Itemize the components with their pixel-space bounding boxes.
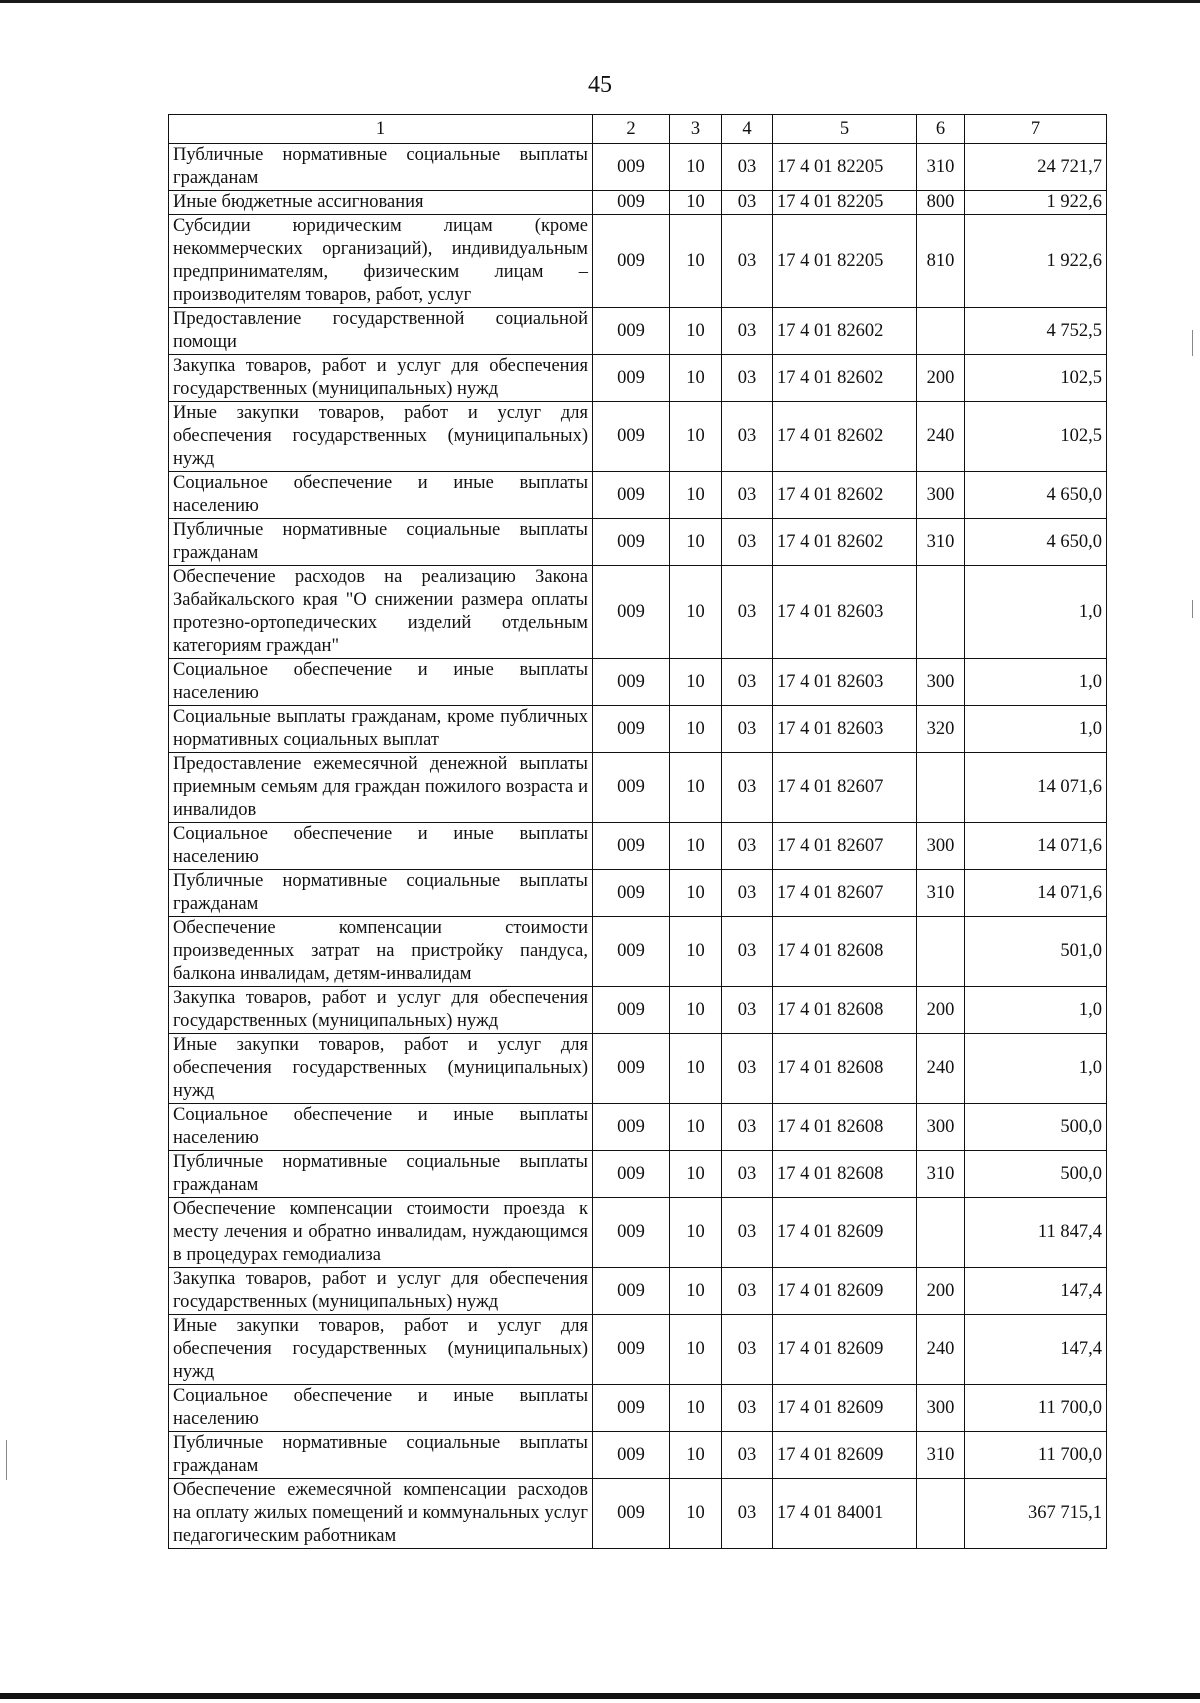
expense-name: Иные бюджетные ассигнования	[169, 191, 593, 215]
target-article-code: 17 4 01 82602	[773, 355, 917, 402]
admin-code: 009	[593, 870, 670, 917]
table-row	[169, 1315, 1107, 1385]
expense-type-code: 300	[917, 823, 965, 870]
expense-name: Публичные нормативные социальные выплаты гражданам	[169, 1432, 593, 1479]
page-number: 45	[588, 72, 612, 98]
target-article-code: 17 4 01 82603	[773, 566, 917, 659]
amount: 102,5	[965, 402, 1107, 472]
expense-name: Субсидии юридическим лицам (кроме некоммерческих организаций), индивидуальным предпринимателям, физическим лицам – производителям товаров, работ, услуг	[169, 215, 593, 308]
amount: 4 650,0	[965, 472, 1107, 519]
table-row	[169, 1104, 1107, 1151]
subsection-code: 03	[722, 1385, 773, 1432]
expense-name: Иные закупки товаров, работ и услуг для обеспечения государственных (муниципальных) нужд	[169, 1315, 593, 1385]
admin-code: 009	[593, 308, 670, 355]
expense-type-code	[917, 917, 965, 987]
expense-name: Социальное обеспечение и иные выплаты населению	[169, 1104, 593, 1151]
table-row	[169, 870, 1107, 917]
admin-code: 009	[593, 215, 670, 308]
expense-name: Публичные нормативные социальные выплаты гражданам	[169, 519, 593, 566]
expense-name: Предоставление ежемесячной денежной выплаты приемным семьям для граждан пожилого возраста и инвалидов	[169, 753, 593, 823]
expense-type-code: 240	[917, 1315, 965, 1385]
target-article-code: 17 4 01 82609	[773, 1268, 917, 1315]
table-row	[169, 1432, 1107, 1479]
admin-code: 009	[593, 1198, 670, 1268]
expense-type-code: 200	[917, 355, 965, 402]
expense-type-code: 240	[917, 402, 965, 472]
admin-code: 009	[593, 472, 670, 519]
admin-code: 009	[593, 1034, 670, 1104]
section-code: 10	[670, 1104, 722, 1151]
expense-type-code: 310	[917, 144, 965, 191]
admin-code: 009	[593, 1315, 670, 1385]
section-code: 10	[670, 1315, 722, 1385]
table-row	[169, 1385, 1107, 1432]
expense-type-code: 320	[917, 706, 965, 753]
expense-type-code: 310	[917, 1432, 965, 1479]
expense-name: Социальные выплаты гражданам, кроме публичных нормативных социальных выплат	[169, 706, 593, 753]
expense-type-code: 240	[917, 1034, 965, 1104]
section-code: 10	[670, 706, 722, 753]
amount: 501,0	[965, 917, 1107, 987]
section-code: 10	[670, 144, 722, 191]
table-body	[169, 144, 1107, 1549]
subsection-code: 03	[722, 1104, 773, 1151]
section-code: 10	[670, 753, 722, 823]
table-row	[169, 823, 1107, 870]
target-article-code: 17 4 01 84001	[773, 1479, 917, 1549]
expense-type-code: 300	[917, 472, 965, 519]
table-row	[169, 1151, 1107, 1198]
target-article-code: 17 4 01 82607	[773, 823, 917, 870]
column-header: 3	[670, 115, 722, 144]
table-row	[169, 355, 1107, 402]
admin-code: 009	[593, 1385, 670, 1432]
subsection-code: 03	[722, 1198, 773, 1268]
expense-type-code	[917, 753, 965, 823]
amount: 1,0	[965, 706, 1107, 753]
target-article-code: 17 4 01 82205	[773, 191, 917, 215]
scan-bottom-edge	[0, 1693, 1200, 1699]
admin-code: 009	[593, 1104, 670, 1151]
amount: 1 922,6	[965, 191, 1107, 215]
admin-code: 009	[593, 706, 670, 753]
column-header: 1	[169, 115, 593, 144]
section-code: 10	[670, 1034, 722, 1104]
admin-code: 009	[593, 917, 670, 987]
expense-type-code	[917, 566, 965, 659]
subsection-code: 03	[722, 402, 773, 472]
target-article-code: 17 4 01 82609	[773, 1432, 917, 1479]
subsection-code: 03	[722, 308, 773, 355]
amount: 367 715,1	[965, 1479, 1107, 1549]
admin-code: 009	[593, 402, 670, 472]
section-code: 10	[670, 987, 722, 1034]
expense-name: Иные закупки товаров, работ и услуг для обеспечения государственных (муниципальных) нужд	[169, 1034, 593, 1104]
section-code: 10	[670, 472, 722, 519]
amount: 1,0	[965, 1034, 1107, 1104]
subsection-code: 03	[722, 1315, 773, 1385]
table-row	[169, 308, 1107, 355]
admin-code: 009	[593, 823, 670, 870]
budget-table	[168, 114, 1107, 1549]
expense-name: Иные закупки товаров, работ и услуг для обеспечения государственных (муниципальных) нужд	[169, 402, 593, 472]
subsection-code: 03	[722, 1034, 773, 1104]
subsection-code: 03	[722, 659, 773, 706]
expense-type-code: 300	[917, 1385, 965, 1432]
admin-code: 009	[593, 566, 670, 659]
table-row	[169, 402, 1107, 472]
expense-type-code: 310	[917, 1151, 965, 1198]
section-code: 10	[670, 870, 722, 917]
amount: 24 721,7	[965, 144, 1107, 191]
target-article-code: 17 4 01 82608	[773, 917, 917, 987]
expense-type-code: 800	[917, 191, 965, 215]
expense-name: Публичные нормативные социальные выплаты гражданам	[169, 870, 593, 917]
table-row	[169, 1268, 1107, 1315]
amount: 4 650,0	[965, 519, 1107, 566]
target-article-code: 17 4 01 82609	[773, 1198, 917, 1268]
target-article-code: 17 4 01 82608	[773, 987, 917, 1034]
amount: 14 071,6	[965, 823, 1107, 870]
target-article-code: 17 4 01 82607	[773, 870, 917, 917]
admin-code: 009	[593, 144, 670, 191]
table-row	[169, 917, 1107, 987]
amount: 11 700,0	[965, 1432, 1107, 1479]
expense-name: Социальное обеспечение и иные выплаты населению	[169, 823, 593, 870]
target-article-code: 17 4 01 82205	[773, 215, 917, 308]
scan-artifact-mark	[6, 1440, 7, 1480]
subsection-code: 03	[722, 355, 773, 402]
expense-name: Публичные нормативные социальные выплаты гражданам	[169, 1151, 593, 1198]
section-code: 10	[670, 519, 722, 566]
section-code: 10	[670, 402, 722, 472]
subsection-code: 03	[722, 823, 773, 870]
table-row	[169, 519, 1107, 566]
admin-code: 009	[593, 659, 670, 706]
expense-name: Публичные нормативные социальные выплаты гражданам	[169, 144, 593, 191]
amount: 14 071,6	[965, 753, 1107, 823]
target-article-code: 17 4 01 82608	[773, 1034, 917, 1104]
table-row	[169, 191, 1107, 215]
table-row	[169, 659, 1107, 706]
target-article-code: 17 4 01 82609	[773, 1385, 917, 1432]
target-article-code: 17 4 01 82603	[773, 659, 917, 706]
subsection-code: 03	[722, 1268, 773, 1315]
expense-type-code: 810	[917, 215, 965, 308]
expense-name: Закупка товаров, работ и услуг для обеспечения государственных (муниципальных) нужд	[169, 355, 593, 402]
expense-type-code: 200	[917, 1268, 965, 1315]
amount: 14 071,6	[965, 870, 1107, 917]
subsection-code: 03	[722, 1432, 773, 1479]
scan-artifact-mark	[1192, 600, 1193, 618]
section-code: 10	[670, 1268, 722, 1315]
section-code: 10	[670, 1432, 722, 1479]
target-article-code: 17 4 01 82602	[773, 519, 917, 566]
expense-type-code	[917, 1479, 965, 1549]
subsection-code: 03	[722, 753, 773, 823]
expense-name: Обеспечение расходов на реализацию Закона Забайкальского края "О снижении размера оплаты протезно-ортопедических изделий отдельным категориям граждан"	[169, 566, 593, 659]
admin-code: 009	[593, 1479, 670, 1549]
target-article-code: 17 4 01 82602	[773, 308, 917, 355]
section-code: 10	[670, 1385, 722, 1432]
admin-code: 009	[593, 519, 670, 566]
expense-type-code: 200	[917, 987, 965, 1034]
target-article-code: 17 4 01 82608	[773, 1151, 917, 1198]
expense-type-code	[917, 1198, 965, 1268]
table-row	[169, 566, 1107, 659]
section-code: 10	[670, 823, 722, 870]
table-row	[169, 1034, 1107, 1104]
expense-name: Обеспечение ежемесячной компенсации расходов на оплату жилых помещений и коммунальных услуг педагогическим работникам	[169, 1479, 593, 1549]
table-row	[169, 144, 1107, 191]
section-code: 10	[670, 1198, 722, 1268]
target-article-code: 17 4 01 82607	[773, 753, 917, 823]
expense-name: Закупка товаров, работ и услуг для обеспечения государственных (муниципальных) нужд	[169, 987, 593, 1034]
amount: 147,4	[965, 1315, 1107, 1385]
amount: 11 700,0	[965, 1385, 1107, 1432]
expense-name: Обеспечение компенсации стоимости произведенных затрат на пристройку пандуса, балкона инвалидам, детям-инвалидам	[169, 917, 593, 987]
table-row	[169, 472, 1107, 519]
section-code: 10	[670, 917, 722, 987]
subsection-code: 03	[722, 706, 773, 753]
section-code: 10	[670, 308, 722, 355]
expense-name: Обеспечение компенсации стоимости проезда к месту лечения и обратно инвалидам, нуждающимся в процедурах гемодиализа	[169, 1198, 593, 1268]
admin-code: 009	[593, 1268, 670, 1315]
admin-code: 009	[593, 1432, 670, 1479]
amount: 1 922,6	[965, 215, 1107, 308]
admin-code: 009	[593, 987, 670, 1034]
section-code: 10	[670, 1479, 722, 1549]
amount: 147,4	[965, 1268, 1107, 1315]
target-article-code: 17 4 01 82602	[773, 402, 917, 472]
amount: 1,0	[965, 987, 1107, 1034]
expense-name: Социальное обеспечение и иные выплаты населению	[169, 472, 593, 519]
subsection-code: 03	[722, 215, 773, 308]
column-header: 2	[593, 115, 670, 144]
subsection-code: 03	[722, 1151, 773, 1198]
amount: 500,0	[965, 1104, 1107, 1151]
expense-name: Социальное обеспечение и иные выплаты населению	[169, 659, 593, 706]
table-row	[169, 1198, 1107, 1268]
section-code: 10	[670, 659, 722, 706]
subsection-code: 03	[722, 519, 773, 566]
subsection-code: 03	[722, 191, 773, 215]
expense-type-code: 310	[917, 870, 965, 917]
section-code: 10	[670, 1151, 722, 1198]
section-code: 10	[670, 215, 722, 308]
expense-type-code: 310	[917, 519, 965, 566]
admin-code: 009	[593, 753, 670, 823]
amount: 1,0	[965, 566, 1107, 659]
scan-top-edge	[0, 0, 1200, 3]
amount: 1,0	[965, 659, 1107, 706]
subsection-code: 03	[722, 870, 773, 917]
amount: 500,0	[965, 1151, 1107, 1198]
target-article-code: 17 4 01 82608	[773, 1104, 917, 1151]
amount: 102,5	[965, 355, 1107, 402]
table-row	[169, 706, 1107, 753]
table-row	[169, 1479, 1107, 1549]
target-article-code: 17 4 01 82603	[773, 706, 917, 753]
target-article-code: 17 4 01 82205	[773, 144, 917, 191]
amount: 4 752,5	[965, 308, 1107, 355]
table-row	[169, 215, 1107, 308]
column-header: 4	[722, 115, 773, 144]
subsection-code: 03	[722, 1479, 773, 1549]
subsection-code: 03	[722, 566, 773, 659]
column-number-row	[169, 115, 1107, 144]
expense-name: Предоставление государственной социальной помощи	[169, 308, 593, 355]
target-article-code: 17 4 01 82609	[773, 1315, 917, 1385]
subsection-code: 03	[722, 987, 773, 1034]
subsection-code: 03	[722, 472, 773, 519]
section-code: 10	[670, 355, 722, 402]
column-header: 6	[917, 115, 965, 144]
admin-code: 009	[593, 191, 670, 215]
column-header: 7	[965, 115, 1107, 144]
target-article-code: 17 4 01 82602	[773, 472, 917, 519]
admin-code: 009	[593, 1151, 670, 1198]
admin-code: 009	[593, 355, 670, 402]
subsection-code: 03	[722, 144, 773, 191]
scan-artifact-mark	[1192, 330, 1193, 356]
expense-name: Закупка товаров, работ и услуг для обеспечения государственных (муниципальных) нужд	[169, 1268, 593, 1315]
section-code: 10	[670, 191, 722, 215]
table-row	[169, 987, 1107, 1034]
amount: 11 847,4	[965, 1198, 1107, 1268]
section-code: 10	[670, 566, 722, 659]
expense-name: Социальное обеспечение и иные выплаты населению	[169, 1385, 593, 1432]
subsection-code: 03	[722, 917, 773, 987]
expense-type-code	[917, 308, 965, 355]
table-row	[169, 753, 1107, 823]
expense-type-code: 300	[917, 1104, 965, 1151]
expense-type-code: 300	[917, 659, 965, 706]
column-header: 5	[773, 115, 917, 144]
